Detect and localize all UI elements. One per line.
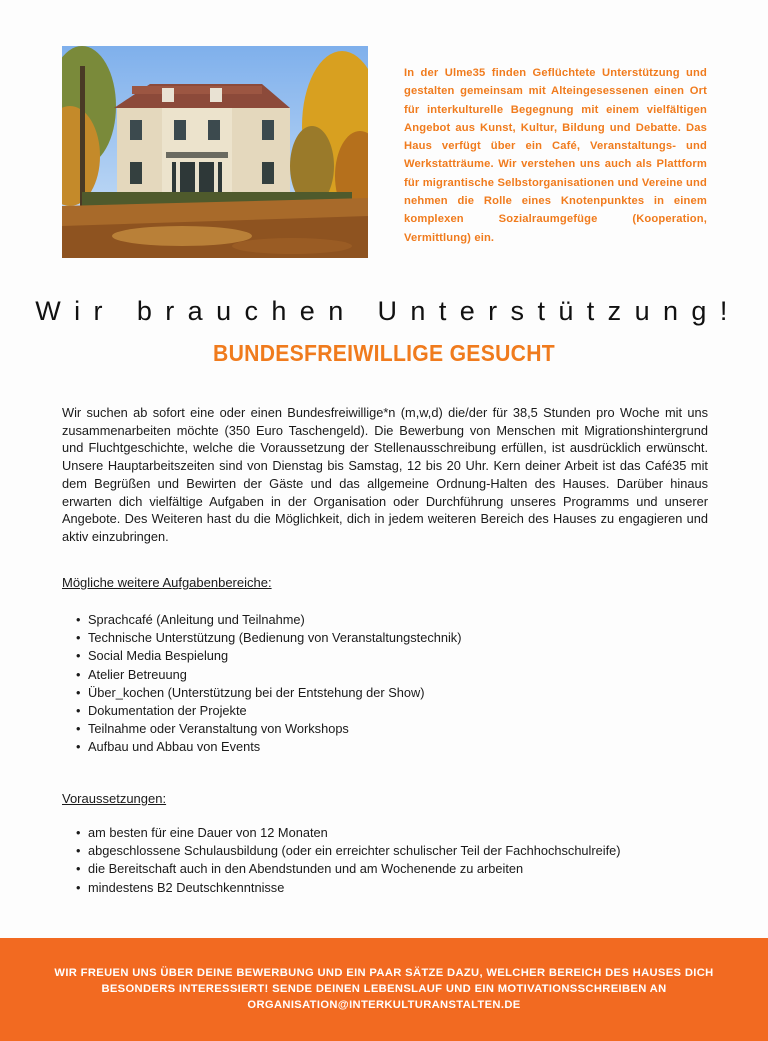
- requirements-list: [62, 824, 621, 897]
- footer-text: [38, 965, 730, 1013]
- list-item: • Social Media Bespielung: [88, 647, 461, 665]
- footer-banner: [0, 938, 768, 1041]
- tasks-list: [62, 611, 461, 757]
- list-item: • Aufbau und Abbau von Events: [88, 738, 461, 756]
- list-item: • die Bereitschaft auch in den Abendstunden und am Wochenende zu arbeiten: [88, 860, 621, 878]
- list-item: • Über_kochen (Unterstützung bei der Entstehung der Show): [88, 684, 461, 702]
- footer-line: BESONDERS INTERESSIERT! SENDE DEINEN LEBENSLAUF UND EIN MOTIVATIONSSCHREIBEN AN: [101, 983, 667, 995]
- list-item: • Sprachcafé (Anleitung und Teilnahme): [88, 611, 461, 629]
- subheadline: BUNDESFREIWILLIGE GESUCHT: [213, 340, 555, 366]
- intro-text: In der Ulme35 finden Geflüchtete Unterstützung und gestalten gemeinsam mit Alteingesessenen einen Ort für interkulturelle Begegnung mit einem vielfältigen Angebot aus Kunst, Kultur, Bildung und Debatte. Das Haus verfügt über ein Café, Veranstaltungs- und Werkstatträume. Wir verstehen uns auch als Plattform für migrantische Selbstorganisationen und Vereine und nehmen die Rolle eines Knotenpunktes in einem komplexen Sozialraumgefüge (Kooperation, Vermittlung) ein.: [404, 67, 707, 244]
- house-photo: [62, 46, 368, 258]
- tasks-title: Mögliche weitere Aufgabenbereiche:: [62, 575, 272, 590]
- list-item: • mindestens B2 Deutschkenntnisse: [88, 879, 621, 897]
- contact-email[interactable]: ORGANISATION@INTERKULTURANSTALTEN.DE: [247, 999, 521, 1011]
- requirements-title: Voraussetzungen:: [62, 791, 167, 806]
- list-item: • Atelier Betreuung: [88, 666, 461, 684]
- job-description: Wir suchen ab sofort eine oder einen Bundesfreiwillige*n (m,w,d) die/der für 38,5 Stunden pro Woche mit uns zusammenarbeiten möchte (350 Euro Taschengeld). Die Bewerbung von Menschen mit Migrationshintergrund und Fluchtgeschichte, welche die Voraussetzung der Stellenausschreibung erfüllen, ist ausdrücklich erwünscht. Unsere Hauptarbeitszeiten sind von Dienstag bis Samstag, 12 bis 20 Uhr. Kern deiner Arbeit ist das Café35 mit dem Begrüßen und Bewirten der Gäste und das allgemeine Ordnung-Halten des Hauses. Darüber hinaus erwarten dich vielfältige Aufgaben in der Organisation oder Durchführung unseres Programms und unserer Angebote. Des Weiteren hast du die Möglichkeit, dich in jedem weiteren Bereich des Hauses zu engagieren und aktiv einzubringen.: [62, 405, 708, 544]
- footer-line: WIR FREUEN UNS ÜBER DEINE BEWERBUNG UND EIN PAAR SÄTZE DAZU, WELCHER BEREICH DES HAUSES DICH: [54, 967, 714, 979]
- list-item: • abgeschlossene Schulausbildung (oder ein erreichter schulischer Teil der Fachhochschulreife): [88, 842, 621, 860]
- list-item: • Technische Unterstützung (Bedienung von Veranstaltungstechnik): [88, 629, 461, 647]
- list-item: • Dokumentation der Projekte: [88, 702, 461, 720]
- headline: Wir brauchen Unterstützung!: [35, 296, 741, 326]
- list-item: • Teilnahme oder Veranstaltung von Workshops: [88, 720, 461, 738]
- list-item: • am besten für eine Dauer von 12 Monaten: [88, 824, 621, 842]
